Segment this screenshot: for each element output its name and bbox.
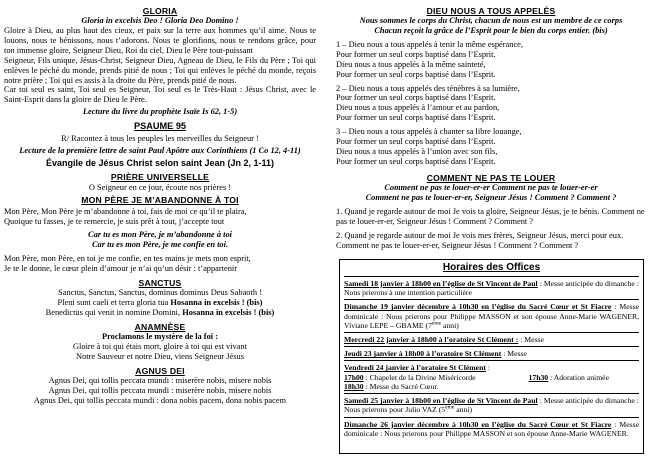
agnus-line-3: Agnus Dei, qui tollis peccata mundi : dona nobis pacem, dona nobis pacem (33, 395, 287, 405)
offices-box (339, 259, 644, 454)
second-reading: Lecture de la première lettre de saint Paul Apôtre aux Corinthiens (1 Co 12, 4-11) (19, 145, 301, 155)
office-entry: Jeudi 23 janvier à 18h00 à l’oratoire St Clément : Messe (344, 346, 639, 360)
louer-verse-2: 2. Quand je regarde autour de moi Je vois mes frères, Seigneur Jésus, merci pour eux. Comment ne pas te louer-er-er, Seigneur Jésus ! Comment ? Comment ? (336, 230, 624, 250)
louer-verse-1: 1. Quand je regarde autour de moi Je vois ta gloire, Seigneur Jésus, je te bénis. Comment ne pas te louer-er-er, Seigneur Jésus ! Comment ? Comment ? (336, 206, 645, 226)
mon-pere-verse-1a: Mon Père, Mon Père je m’abandonne à toi, fais de moi ce qu’il te plaira, (4, 206, 247, 216)
agnus-title: AGNUS DEI (135, 365, 185, 376)
sanctus-title: SANCTUS (138, 278, 182, 289)
priere-title: PRIÈRE UNIVERSELLE (110, 172, 210, 183)
mon-pere-verse-2b: Je te le donne, le cœur plein d’amour je n’ai qu’un désir : t’appartenir (4, 264, 238, 274)
mon-pere-refrain-2: Car tu es mon Père, je me confie en toi. (91, 240, 229, 250)
psaume-title: PSAUME 95 (133, 121, 187, 132)
agnus-line-1: Agnus Dei, qui tollis peccata mundi : miserère nobis, misere nobis (48, 375, 272, 385)
agnus-line-2: Agnus Dei, qui tollis peccata mundi : miserère nobis, misere nobis (48, 385, 272, 395)
mon-pere-verse-2a: Mon Père, mon Père, en toi je me confie, en tes mains je mets mon esprit, (4, 254, 251, 264)
gloria-paragraph-3: Car toi seul es saint, Toi seul es Seigneur, Toi seul es le Très-Haut : Jésus Christ, avec le Saint-Esprit dans la gloire de Dieu le Père. (4, 85, 316, 105)
sanctus-line-2: Pleni sunt caeli et terra gloria tua Hosanna in excelsis ! (bis) (57, 298, 263, 308)
anamnese-line-1: Proclamons le mystère de la foi : (102, 332, 218, 342)
psaume-refrain: R/ Racontez à tous les peuples les merveilles du Seigneur ! (61, 134, 259, 144)
louer-title: COMMENT NE PAS TE LOUER (426, 172, 556, 183)
anamnese-title: ANAMNÈSE (134, 321, 186, 332)
mon-pere-verse-1b: Quoique tu fasses, je te remercie, je suis prêt à tout, j’accepte tout (4, 216, 225, 226)
office-entry: Samedi 25 janvier à 18h00 en l’église de St Vincent de Paul : Messe anticipée du dimanche : Nous prierons pour Julio VAZ (5ème anni) (344, 393, 639, 416)
anamnese-line-3: Notre Sauveur et notre Dieu, viens Seigneur Jésus (76, 351, 244, 361)
first-reading: Lecture du livre du prophète Isaïe Is 62, 1-5) (82, 107, 238, 117)
gloria-paragraph-1: Gloire à Dieu, au plus haut des cieux, et paix sur la terre aux hommes qu’il aime. Nous te louons, nous te bénissons, nous t’adorons. Nous te glorifions, nous te rendons grâce, pour ton immense gloire, Seigneur Dieu, Roi du ciel, Dieu le Père tout-puissant (4, 26, 316, 55)
priere-line: O Seigneur en ce jour, écoute nos prières ! (88, 182, 232, 192)
office-entry: Mercredi 22 janvier à 18h00 à l’oratoire St Clément : : Messe (344, 332, 639, 346)
sanctus-line-3: Benedictus qui venit in nomine Domini, Hosanna in excelsis ! (bis) (45, 308, 275, 318)
left-column (4, 6, 316, 406)
dieu-stanza-1: 1 – Dieu nous a tous appelés à tenir la même espérance, Pour former un seul corps baptisé dans l’Esprit. Dieu nous a tous appelés à la même sainteté, Pour former un seul corps baptisé dans l’Esprit. (336, 39, 523, 79)
gloria-title: GLORIA (142, 6, 178, 16)
louer-refrain-2: Comment ne pas te louer-er-er, Seigneur Jésus ! Comment ? Comment ? (365, 192, 617, 202)
louer-refrain-1: Comment ne pas te louer-er-er Comment ne pas te louer-er-er (384, 182, 598, 192)
office-entry: Vendredi 24 janvier à l’oratoire St Clément : 17h00 : Chapelet de la Divine Miséricorde 17h30 : Adoration animée 18h30 : Messe du Sacré Cœur. (344, 360, 639, 393)
office-entry: Dimanche 26 janvier décembre à 10h30 en l’église du Sacré Cœur et St Fiacre : Messe dominicale : Nous prierons pour Philippe MASSON et son épouse Anne-Marie WAGENER. (344, 417, 639, 440)
gloria-paragraph-2: Seigneur, Fils unique, Jésus-Christ, Seigneur Dieu, Agneau de Dieu, le Fils du Père ; Toi qui enlèves le péché du monde, prends pitié de nous ; Toi qui enlèves le péché du monde, reçois notre prière ; Toi qui es assis à la droite du Père, prends pitié de nous. (4, 55, 316, 85)
mon-pere-title: MON PÈRE JE M’ABANDONNE À TOI (81, 194, 239, 205)
dieu-title: DIEU NOUS A TOUS APPELÉS (426, 6, 556, 16)
office-entry: Dimanche 19 janvier décembre à 10h30 en l’église du Sacré Cœur et St Fiacre : Messe dominicale : Nous prierons pour Philippe MASSON et son épouse Anne-Marie WAGENER, Viviane LEPE – GBAME (7ème anni) (344, 299, 639, 332)
gospel-title: Évangile de Jésus Christ selon saint Jean (Jn 2, 1-11) (45, 157, 275, 168)
dieu-refrain-1: Nous sommes le corps du Christ, chacun de nous est un membre de ce corps (359, 16, 623, 26)
dieu-refrain-2: Chacun reçoit la grâce de l’Esprit pour le bien du corps entier. (bis) (374, 26, 608, 36)
right-column (336, 6, 646, 250)
mon-pere-refrain-1: Car tu es mon Père, je m’abandonne à toi (87, 230, 232, 240)
sanctus-line-1: Sanctus, Sanctus, Sanctus, dominus dominus Deus Sabaoth ! (58, 288, 262, 298)
anamnese-line-2: Gloire à toi qui étais mort, gloire à toi qui est vivant (73, 342, 247, 352)
offices-title: Horaires des Offices (442, 262, 541, 273)
office-entry: Samedi 18 janvier à 18h00 en l’église de St Vincent de Paul : Messe anticipée du dimanche : Nous prierons à une intention particulière (344, 276, 639, 299)
dieu-stanza-2: 2 – Dieu nous a tous appelés des ténèbres à sa lumière, Pour former un seul corps baptisé dans l’Esprit. Dieu nous a tous appelés à l’amour et au pardon, Pour former un seul corps baptisé dans l’Esprit. (336, 83, 520, 123)
dieu-stanza-3: 3 – Dieu nous a tous appelés à chanter sa libre louange, Pour former un seul corps baptisé dans l’Esprit. Dieu nous a tous appelés à l’union avec son fils, Pour former un seul corps baptisé dans l’Esprit. (336, 127, 522, 166)
gloria-subtitle: Gloria in excelsis Deo ! Gloria Deo Domino ! (81, 16, 239, 26)
